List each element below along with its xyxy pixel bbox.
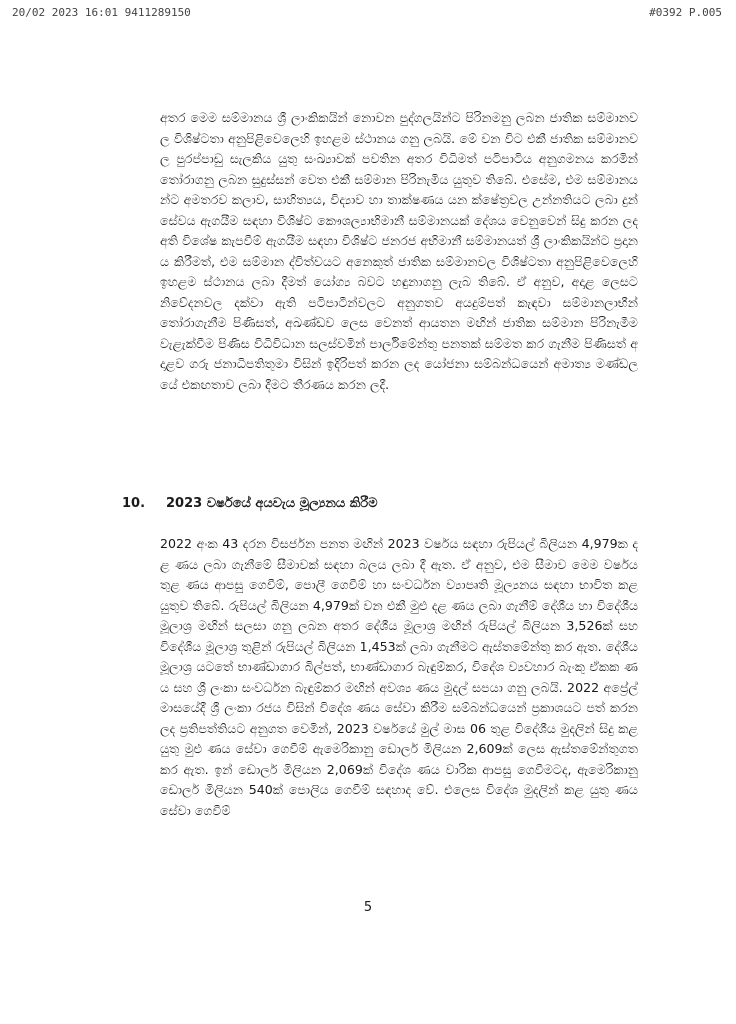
paragraph-decision-national-awards: අතර මෙම සම්මානය ශ්‍රී ලාංකිකයින් නොවන පුද්ගලයින්ට පිරිනමනු ලබන ජාතික සම්මානවල විශිෂ්ටතා අනුපිළිවෙලෙහි ඉහළම ස්ථානය ගනු ලබයි. මේ වන විට එකී ජාතික සම්මානවල පුරප්පාඩු සැලකිය යුතු සංඛ්‍යාවක් පවතින අතර විධිමත් පටිපාටිය අනුගමනය කරමින් තෝරාගනු ලබන සුදුස්සන් වෙත එකී සම්මාන පිරිනැමිය යුතුව තිබේ. එසේම, එම සම්මානයන්ට අමතරව කලාව, සාහිත්‍යය, විද්‍යාව හා තාක්ෂණය යන ක්ෂේත්‍රවල උන්නතියට ලබා දුන් සේවය ඇගයීම සඳහා විශිෂ්ට කෞශල්‍යාභිමානී සම්මානයක් දේශය වෙනුවෙන් සිදු කරන ලද අති විශේෂ කැපවීම් ඇගයීම සඳහා විශිෂ්ට ජනරජ අභිමානී සම්මානයත් ශ්‍රී ලාංකිකයින්ට ප්‍රදානය කිරීමත්, එම සම්මාන ද්විත්වයට අනෙකුත් ජාතික සම්මානවල විශිෂ්ටතා අනුපිළිවෙලෙහි ඉහළම ස්ථානය ලබා දීමත් යෝග්‍ය බවට හඳුනාගනු ලැබ තිබේ. ඒ අනුව, අදාළ ලෙසට නිවේදනවල දක්වා ඇති පටිපාටීන්වලට අනුගතව අයදුම්පත් කැඳවා සම්මානලාභීන් තෝරාගැනීම පිණිසත්, අඛණ්ඩව ලෙස වෙනත් ආයතන මඟින් ජාතික සම්මාන පිරිනැමීම වැළැක්වීම පිණිස විධිවිධාන සලස්වමින් පාර්ලිමේන්තු පනතක් සම්මත කර ගැනීම පිණිසත් අදාළව ගරු ජනාධිපතිතුමා විසින් ඉදිරිපත් කරන ලද යෝජනා සම්බන්ධයෙන් අමාත්‍ය මණ්ඩලයේ එකඟතාව ලබා දීමට තීරණය කරන ලදී. bbox=[160, 110, 638, 392]
section-title: 2023 වර්ෂයේ අයවැය මූල්‍යනය කිරීම bbox=[166, 496, 378, 511]
paragraph-budget-financing: 2022 අංක 43 දරන විසර්ජන පනත මඟින් 2023 වර්ෂය සඳහා රුපියල් බිලියන 4,979ක දළ ණය ලබා ගැනීමේ සීමාවක් සඳහා බලය ලබා දී ඇත. ඒ අනුව, එම සීමාව මෙම වර්ෂය තුළ ණය ආපසු ගෙවීම්, පොලී ගෙවීම් හා සංවර්ධන ව්‍යාපෘති මූල්‍යනය සඳහා භාවිත කළ යුතුව තිබේ. රුපියල් බිලියන 4,979ක් වන එකී මුළු දළ ණය ලබා ගැනීම් දේශීය හා විදේශීය මූලාශ්‍ර මඟින් සලසා ගනු ලබන අතර දේශීය මූලාශ්‍ර මඟින් රුපියල් බිලියන 3,526ක් සහ විදේශීය මූලාශ්‍ර තුළින් රුපියල් බිලියන 1,453ක් ලබා ගැනීමට ඇස්තමේන්තු කර ඇත. දේශීය මූලාශ්‍ර යටතේ භාණ්ඩාගාර බිල්පත්, භාණ්ඩාගාර බැඳුම්කර, විදේශ ව්‍යවහාර බැංකු ඒකක ණය සහ ශ්‍රී ලංකා සංවර්ධන බැඳුම්කර මඟින් අවශ්‍ය ණය මුදල් සපයා ගනු ලබයි. 2022 අප්‍රේල් මාසයේදී ශ්‍රී ලංකා රජය විසින් විදේශ ණය සේවා කිරීම සම්බන්ධයෙන් ප්‍රකාශයට පත් කරන ලද ප්‍රතිපත්තියට අනුගත වෙමින්, 2023 වර්ෂයේ මුල් මාස 06 තුළ විදේශීය මුදලින් සිදු කළ යුතු මුළු ණය සේවා ගෙවීම් ඇමෙරිකානු ඩොලර් මිලියන 2,609ක් ලෙස ඇස්තමේන්තුගත කර ඇත. ඉන් ඩොලර් මිලියන 2,069ක් විදේශ ණය වාරික ආපසු ගෙවීමටද, ඇමෙරිකානු ඩොලර් මිලියන 540ක් පොලිය ගෙවීම් සඳහාද වේ. එලෙස විදේශ මුදලින් කළ යුතු ණය සේවා ගෙවීම් bbox=[160, 536, 638, 818]
fax-header-right: #0392 P.005 bbox=[649, 6, 722, 19]
fax-header-left: 20/02 2023 16:01 9411289150 bbox=[12, 6, 191, 19]
section-number: 10. bbox=[122, 496, 146, 511]
page-number: 5 bbox=[363, 900, 373, 915]
